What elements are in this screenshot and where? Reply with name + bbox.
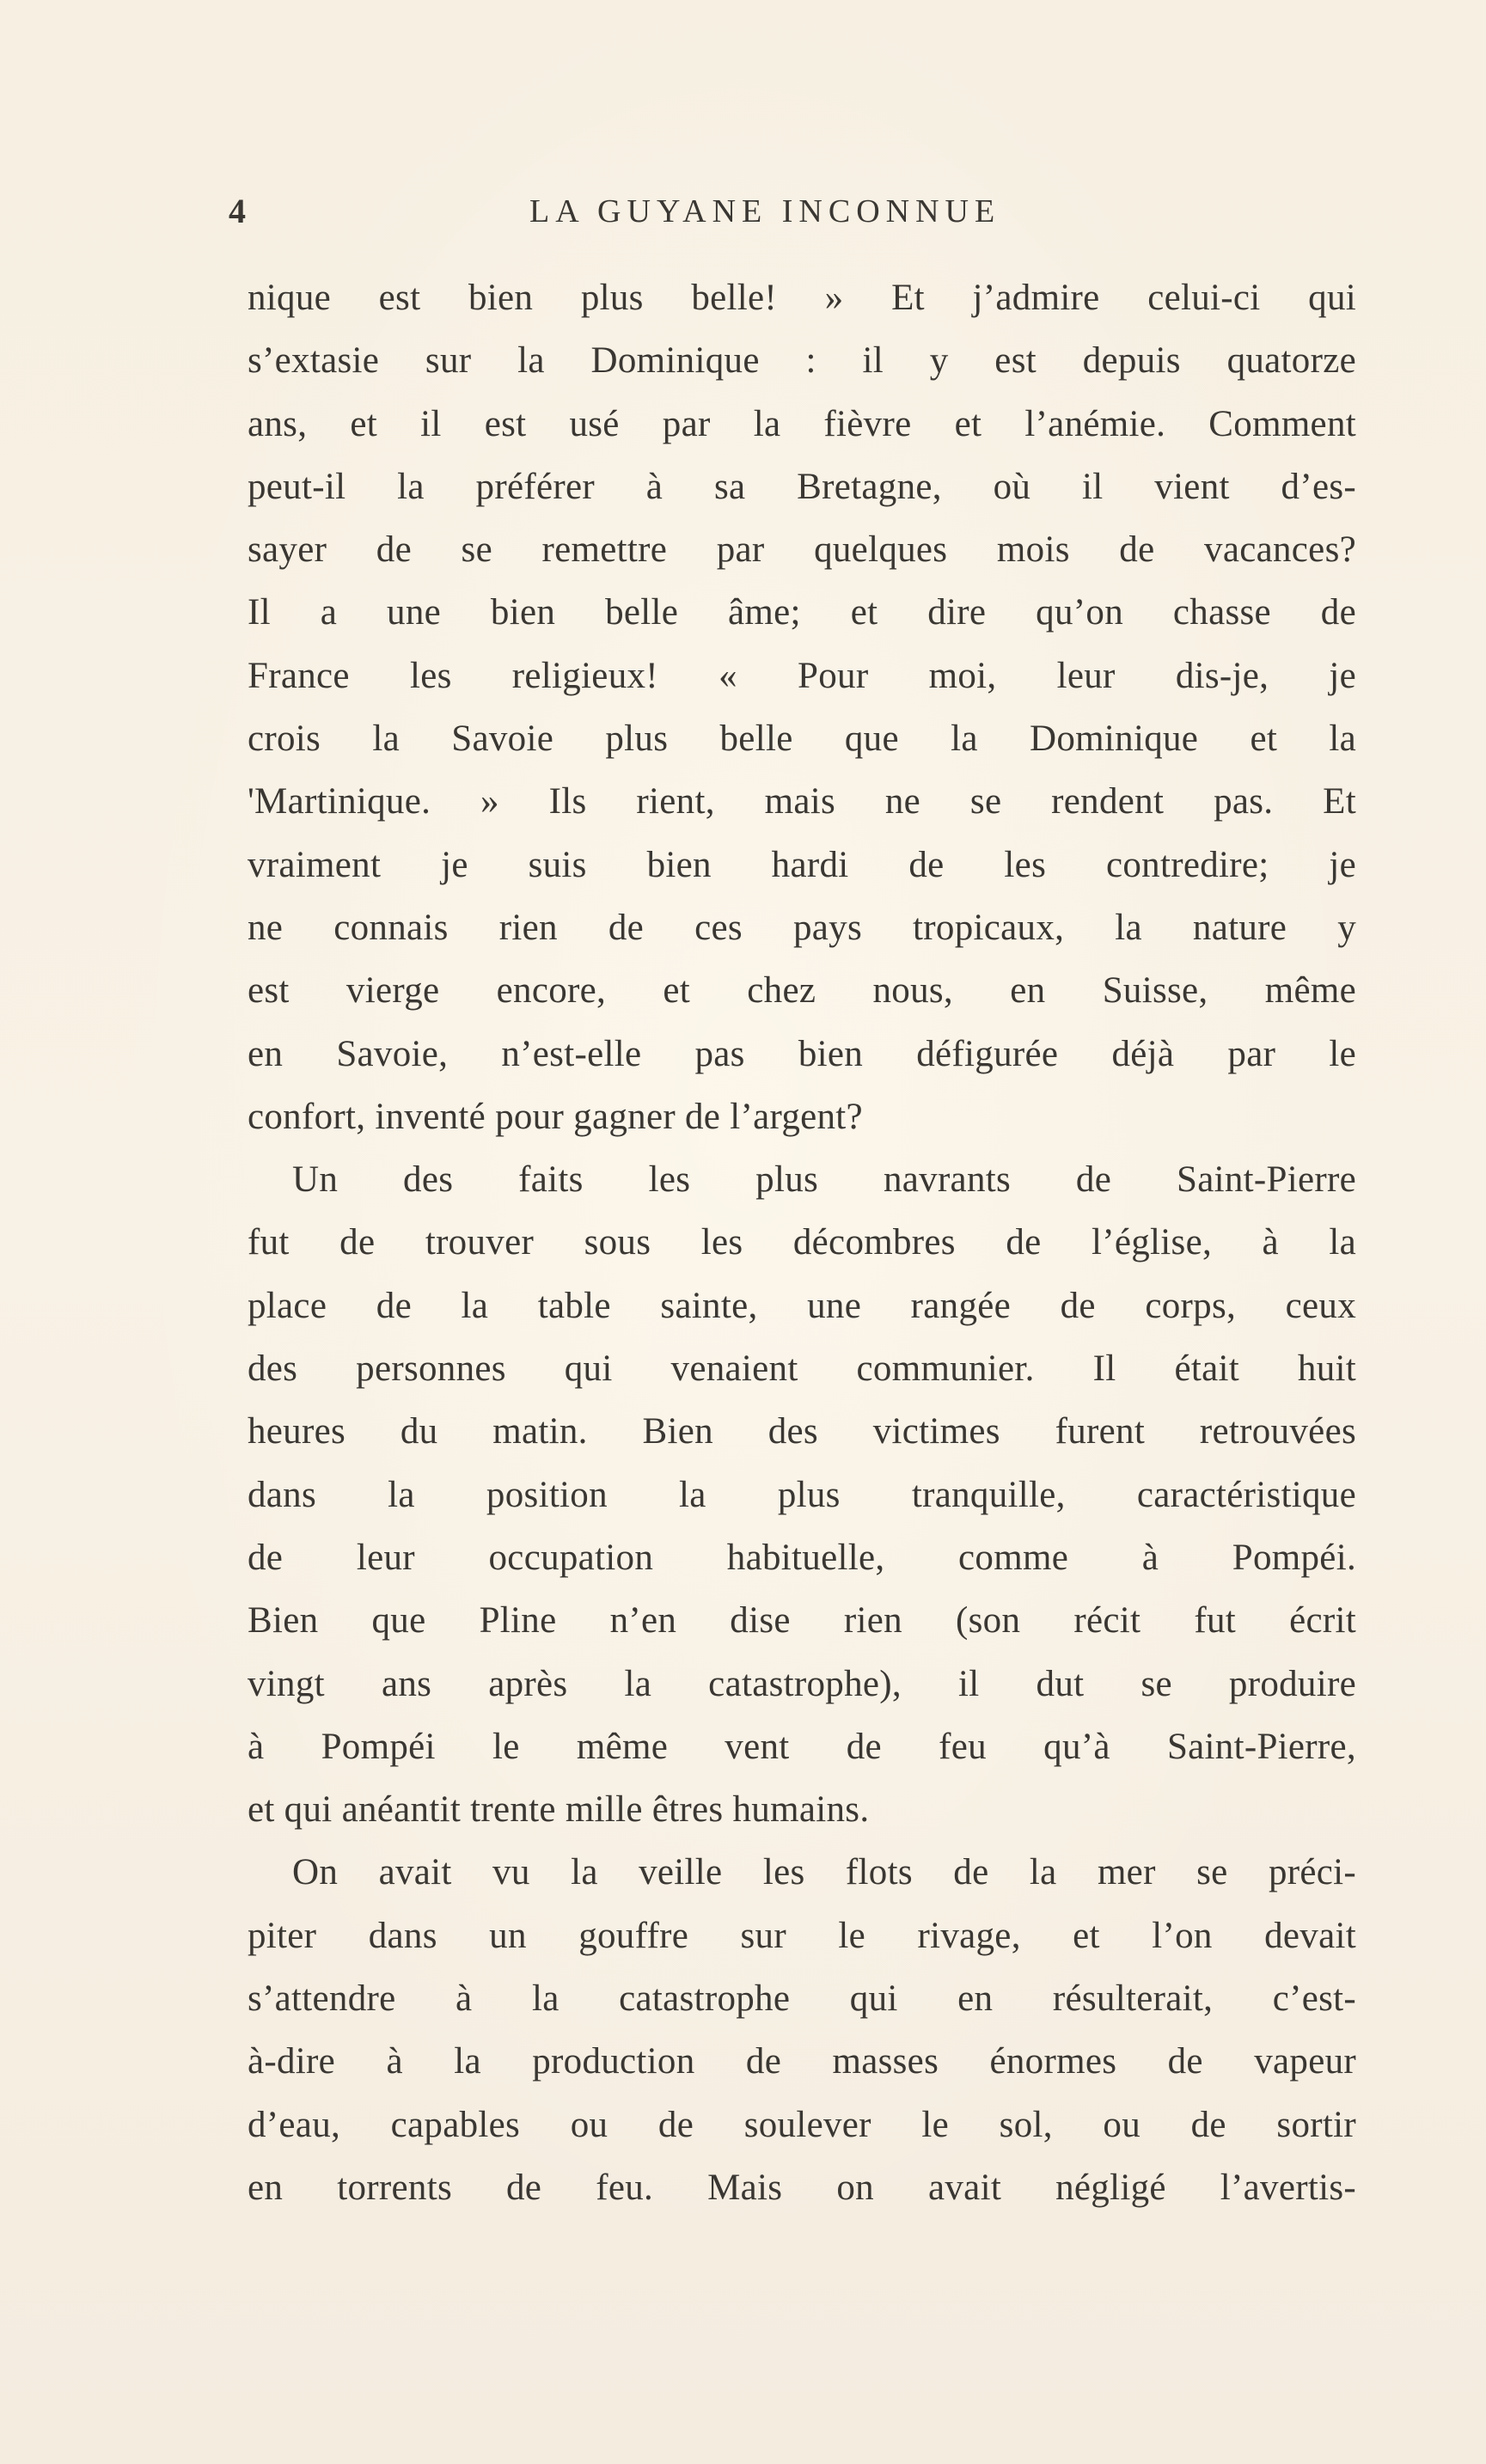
text-line: sayer de se remettre par quelques mois de vacances? bbox=[248, 529, 1356, 571]
text-line: 'Martinique. » Ils rient, mais ne se rendent pas. Et bbox=[248, 781, 1356, 822]
text-line: de leur occupation habituelle, comme à Pompéi. bbox=[248, 1537, 1356, 1578]
text-line: Il a une bien belle âme; et dire qu’on chasse de bbox=[248, 592, 1356, 633]
paragraph-end-line: et qui anéantit trente mille êtres humains. bbox=[248, 1789, 870, 1831]
running-title: LA GUYANE INCONNUE bbox=[529, 193, 1001, 229]
text-line: à-dire à la production de masses énormes de vapeur bbox=[248, 2041, 1356, 2082]
text-line: France les religieux! « Pour moi, leur dis-je, je bbox=[248, 655, 1356, 696]
text-line: piter dans un gouffre sur le rivage, et l’on devait bbox=[248, 1915, 1356, 1956]
paragraph-start-line: Un des faits les plus navrants de Saint-Pierre bbox=[292, 1159, 1356, 1201]
text-line: en torrents de feu. Mais on avait négligé l’avertis- bbox=[248, 2167, 1356, 2208]
text-line: nique est bien plus belle! » Et j’admire celui-ci qui bbox=[248, 278, 1356, 318]
text-line: en Savoie, n’est-elle pas bien défigurée déjà par le bbox=[248, 1033, 1356, 1074]
text-line: Bien que Pline n’en dise rien (son récit fut écrit bbox=[248, 1600, 1356, 1642]
text-line: heures du matin. Bien des victimes furent retrouvées bbox=[248, 1411, 1356, 1452]
text-line: vingt ans après la catastrophe), il dut se produire bbox=[248, 1663, 1356, 1704]
paragraph-start-line: On avait vu la veille les flots de la mer se préci- bbox=[292, 1852, 1356, 1893]
text-line: à Pompéi le même vent de feu qu’à Saint-Pierre, bbox=[248, 1726, 1356, 1767]
text-line: crois la Savoie plus belle que la Dominique et la bbox=[248, 718, 1356, 760]
text-line: des personnes qui venaient communier. Il était huit bbox=[248, 1348, 1356, 1390]
text-line: peut-il la préférer à sa Bretagne, où il vient d’es- bbox=[248, 466, 1356, 507]
text-line: ans, et il est usé par la fièvre et l’anémie. Comment bbox=[248, 403, 1356, 444]
text-line: s’attendre à la catastrophe qui en résulterait, c’est- bbox=[248, 1978, 1356, 2020]
page-header bbox=[229, 191, 1363, 242]
text-line: d’eau, capables ou de soulever le sol, ou de sortir bbox=[248, 2104, 1356, 2145]
text-line: s’extasie sur la Dominique : il y est depuis quatorze bbox=[248, 340, 1356, 382]
page-number: 4 bbox=[229, 192, 247, 230]
text-line: vraiment je suis bien hardi de les contredire; je bbox=[248, 844, 1356, 885]
text-line: dans la position la plus tranquille, caractéristique bbox=[248, 1474, 1356, 1515]
text-line: ne connais rien de ces pays tropicaux, la nature y bbox=[248, 907, 1356, 948]
text-line: fut de trouver sous les décombres de l’église, à la bbox=[248, 1222, 1356, 1263]
text-line: place de la table sainte, une rangée de corps, ceux bbox=[248, 1285, 1356, 1326]
text-line: est vierge encore, et chez nous, en Suisse, même bbox=[248, 970, 1356, 1012]
body-text bbox=[248, 266, 1356, 2219]
paragraph-end-line: confort, inventé pour gagner de l’argent? bbox=[248, 1096, 863, 1137]
